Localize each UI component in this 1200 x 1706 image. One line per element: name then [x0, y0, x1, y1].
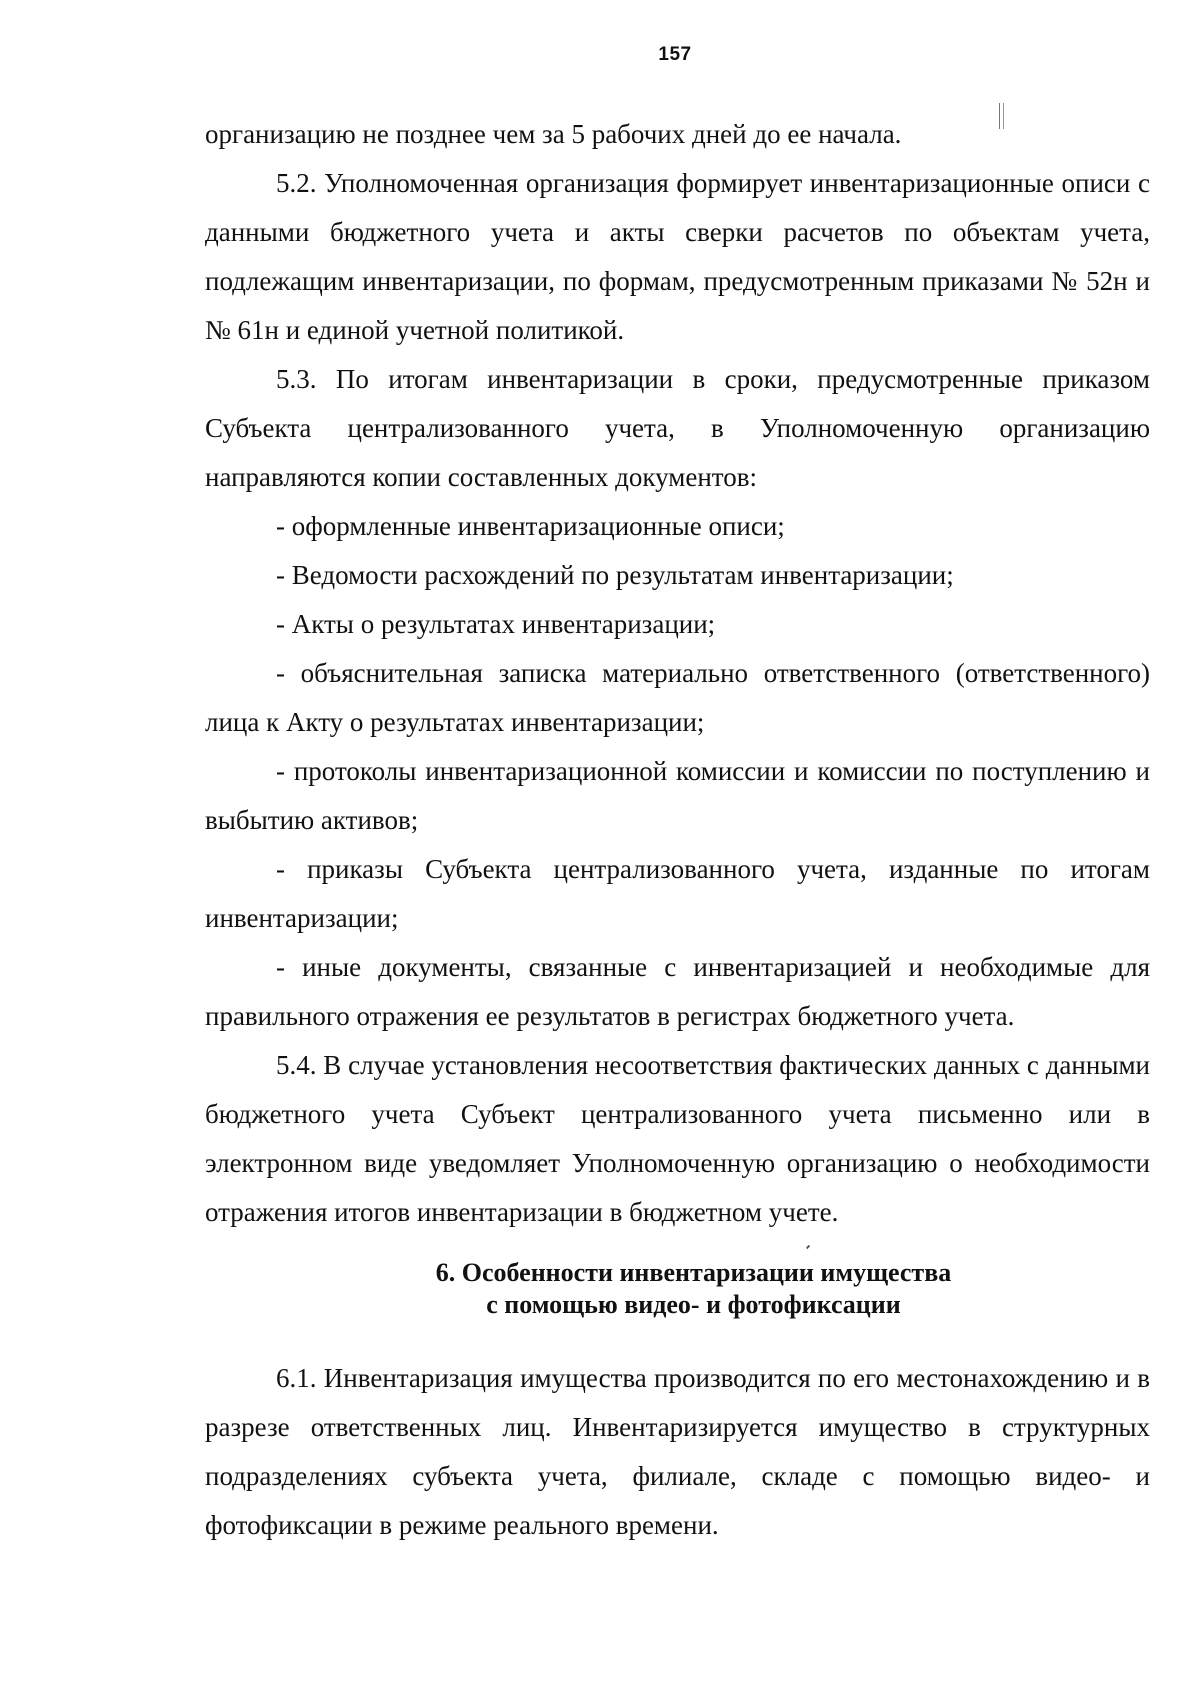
paragraph-continuation: организацию не позднее чем за 5 рабочих дней до ее начала. [205, 119, 902, 149]
section-6-heading-line-2: с помощью видео- и фотофиксации [486, 1290, 901, 1319]
section-6-heading-line-1: 6. Особенности инвентаризации имущества [435, 1258, 952, 1287]
list-item: - оформленные инвентаризационные описи; [276, 511, 785, 541]
page-number: 157 [658, 44, 692, 65]
list-item: - приказы Субъекта централизованного учета, изданные по итогам инвентаризации; [205, 854, 1150, 933]
document-body [205, 110, 1150, 1550]
paragraph-5-4: 5.4. В случае установления несоответствия фактических данных с данными бюджетного учета Субъект централизованного учета письменно или в электронном виде уведомляет Уполномоченную организацию о необходимости отражения итогов инвентаризации в бюджетном учете. [205, 1050, 1150, 1227]
paragraph-6-1: 6.1. Инвентаризация имущества производится по его местонахождению и в разрезе ответственных лиц. Инвентаризируется имущество в структурных подразделениях субъекта учета, филиале, складе с помощью видео- и фотофиксации в режиме реального времени. [205, 1363, 1150, 1540]
list-item: - Ведомости расхождений по результатам инвентаризации; [276, 560, 954, 590]
list-item: - Акты о результатах инвентаризации; [276, 609, 716, 639]
section-6-heading [205, 1257, 1150, 1321]
paragraph-5-3: 5.3. По итогам инвентаризации в сроки, предусмотренные приказом Субъекта централизованного учета, в Уполномоченную организацию направляются копии составленных документов: [205, 364, 1150, 492]
list-item: - протоколы инвентаризационной комиссии и комиссии по поступлению и выбытию активов; [205, 756, 1150, 835]
list-item: - иные документы, связанные с инвентаризацией и необходимые для правильного отражения ее результатов в регистрах бюджетного учета. [205, 952, 1150, 1031]
list-item: - объяснительная записка материально ответственного (ответственного) лица к Акту о результатах инвентаризации; [205, 658, 1150, 737]
paragraph-5-2: 5.2. Уполномоченная организация формирует инвентаризационные описи с данными бюджетного учета и акты сверки расчетов по объектам учета, подлежащим инвентаризации, по формам, предусмотренным приказами № 52н и № 61н и единой учетной политикой. [205, 168, 1150, 345]
